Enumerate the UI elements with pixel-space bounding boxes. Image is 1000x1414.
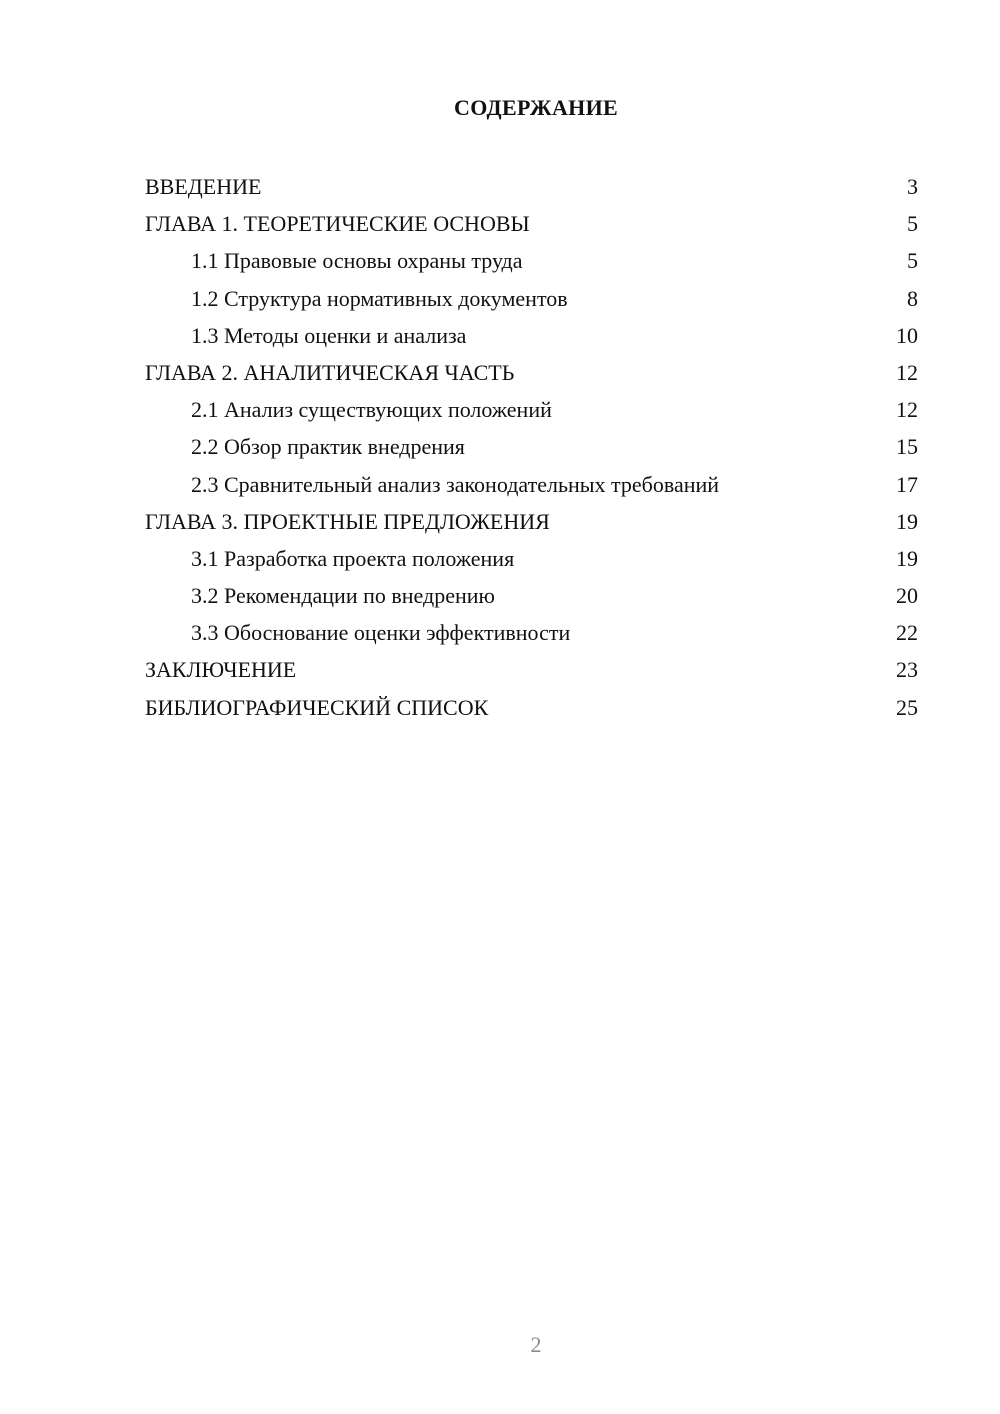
toc-entry[interactable] — [145, 354, 918, 391]
toc-entry-label: ГЛАВА 2. АНАЛИТИЧЕСКАЯ ЧАСТЬ — [145, 359, 515, 385]
toc-entry-label: 2.2 Обзор практик внедрения — [191, 434, 465, 460]
toc-entry[interactable] — [145, 168, 918, 205]
toc-entry-label: ГЛАВА 1. ТЕОРЕТИЧЕСКИЕ ОСНОВЫ — [145, 211, 530, 237]
toc-entry-page: 3 — [907, 174, 918, 199]
toc-entry[interactable] — [145, 614, 918, 651]
toc-entry-page: 12 — [896, 397, 918, 423]
toc-entry[interactable] — [145, 503, 918, 540]
toc-entry[interactable] — [145, 466, 918, 503]
toc-entry-page: 25 — [896, 694, 918, 720]
table-of-contents — [145, 168, 918, 726]
toc-entry[interactable] — [145, 280, 918, 317]
toc-entry[interactable] — [145, 428, 918, 465]
toc-entry-page: 5 — [907, 211, 918, 237]
toc-entry-page: 17 — [896, 471, 918, 497]
toc-entry-label: ГЛАВА 3. ПРОЕКТНЫЕ ПРЕДЛОЖЕНИЯ — [145, 508, 550, 534]
toc-entry-page: 19 — [896, 545, 918, 571]
toc-entry-page: 19 — [896, 508, 918, 534]
toc-entry[interactable] — [145, 689, 918, 726]
toc-entry-label: 3.1 Разработка проекта положения — [191, 545, 515, 571]
toc-entry-label: 1.2 Структура нормативных документов — [191, 285, 568, 311]
toc-entry-label: 3.2 Рекомендации по внедрению — [191, 583, 495, 609]
page-number: 2 — [530, 1332, 542, 1357]
toc-entry-label: 1.1 Правовые основы охраны труда — [191, 248, 523, 274]
toc-entry-page: 10 — [896, 322, 918, 348]
toc-entry[interactable] — [145, 317, 918, 354]
toc-entry-label: ЗАКЛЮЧЕНИЕ — [145, 657, 297, 683]
toc-entry-page: 8 — [907, 285, 918, 311]
toc-entry-page: 12 — [896, 359, 918, 385]
toc-entry[interactable] — [145, 391, 918, 428]
toc-entry-page: 5 — [907, 248, 918, 274]
toc-entry[interactable] — [145, 651, 918, 688]
toc-entry[interactable] — [145, 577, 918, 614]
toc-entry[interactable] — [145, 242, 918, 279]
toc-entry-label: 1.3 Методы оценки и анализа — [191, 322, 467, 348]
toc-entry-label: 3.3 Обоснование оценки эффективности — [191, 620, 571, 646]
toc-entry-page: 22 — [896, 620, 918, 646]
toc-entry-page: 23 — [896, 657, 918, 683]
toc-entry-label: 2.1 Анализ существующих положений — [191, 397, 552, 423]
toc-entry-label: ВВЕДЕНИЕ — [145, 174, 262, 199]
toc-entry-page: 20 — [896, 583, 918, 609]
toc-entry[interactable] — [145, 540, 918, 577]
toc-title: СОДЕРЖАНИЕ — [454, 95, 618, 120]
toc-entry-label: БИБЛИОГРАФИЧЕСКИЙ СПИСОК — [145, 694, 489, 720]
toc-entry-label: 2.3 Сравнительный анализ законодательных требований — [191, 471, 720, 497]
toc-entry[interactable] — [145, 205, 918, 242]
toc-entry-page: 15 — [896, 434, 918, 460]
